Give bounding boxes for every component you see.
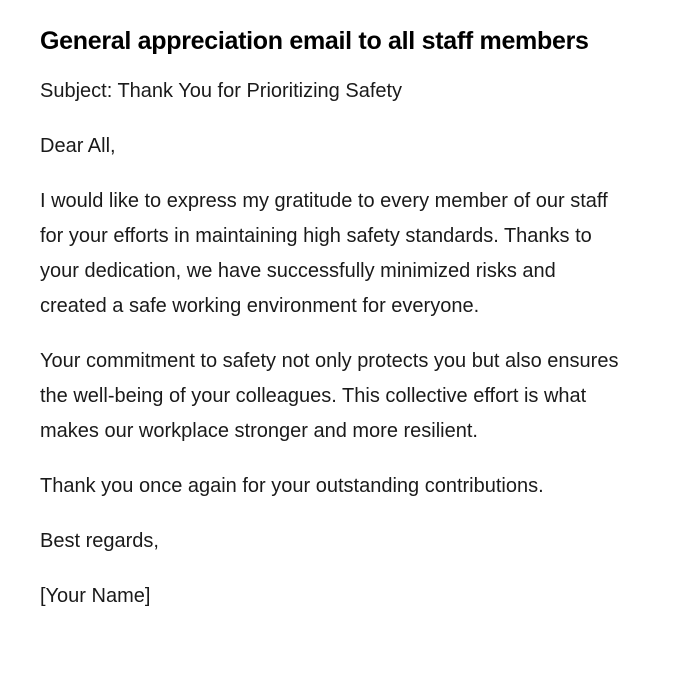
- email-subject: Subject: Thank You for Prioritizing Safety: [40, 80, 403, 102]
- email-closing: Best regards,: [40, 530, 159, 552]
- body-paragraph-1: I would like to express my gratitude to every member of our staff for your efforts in maintaining high safety standards. Thanks to your dedication, we have successfully minimized risks and created a safe working environment for everyone.: [40, 190, 608, 317]
- email-signature: [Your Name]: [40, 585, 151, 607]
- email-greeting: Dear All,: [40, 135, 116, 157]
- document-title: General appreciation email to all staff members: [40, 27, 589, 55]
- body-paragraph-3: Thank you once again for your outstanding contributions.: [40, 475, 544, 497]
- body-paragraph-2: Your commitment to safety not only protects you but also ensures the well-being of your colleagues. This collective effort is what makes our workplace stronger and more resilient.: [40, 350, 619, 442]
